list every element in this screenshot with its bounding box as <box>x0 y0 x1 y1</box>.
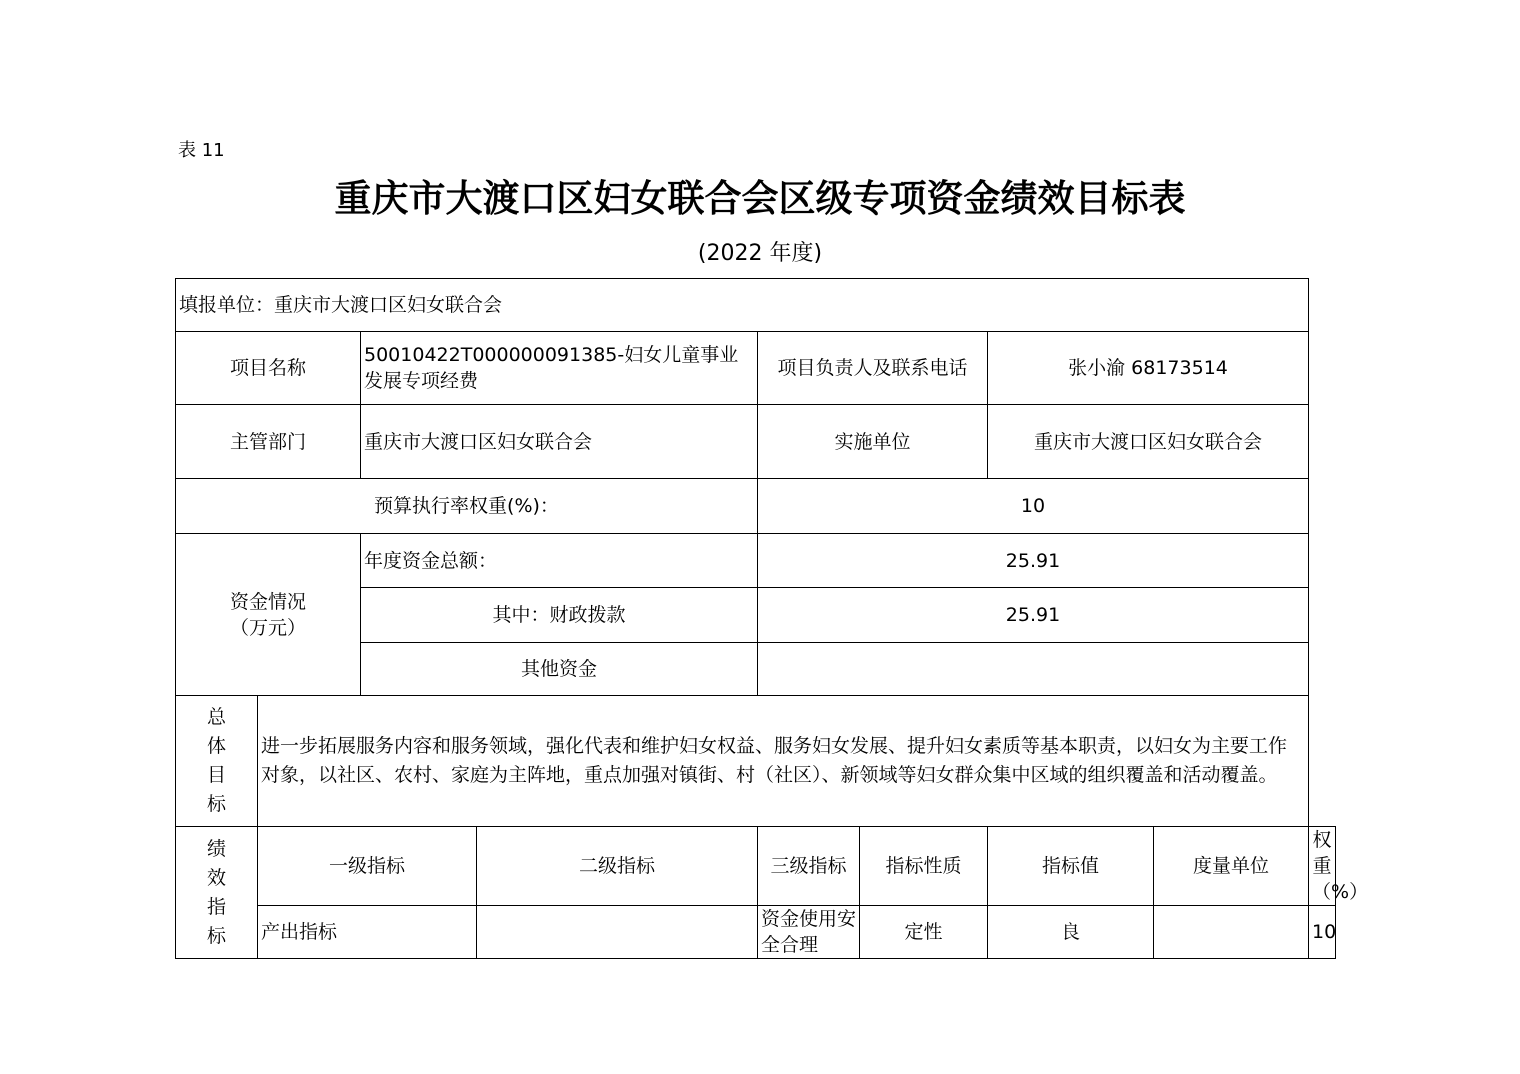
reporting-unit-row <box>176 279 1336 332</box>
header-unit: 度量单位 <box>1154 827 1309 906</box>
row-level3: 资金使用安全合理 <box>758 906 860 959</box>
funds-label <box>176 534 361 696</box>
header-level2: 二级指标 <box>477 827 758 906</box>
header-nature: 指标性质 <box>860 827 988 906</box>
annual-total-label: 年度资金总额： <box>361 534 758 588</box>
other-funds-value <box>758 643 1309 696</box>
indicator-label: 绩 效 指 标 <box>176 827 258 959</box>
department-value: 重庆市大渡口区妇女联合会 <box>361 405 758 479</box>
annual-total-value: 25.91 <box>758 534 1309 588</box>
header-weight: 权重（%） <box>1309 827 1336 906</box>
budget-weight-value: 10 <box>758 479 1309 534</box>
project-name-label: 项目名称 <box>176 332 361 405</box>
row-nature: 定性 <box>860 906 988 959</box>
project-row <box>176 332 1336 405</box>
implementing-unit-label: 实施单位 <box>758 405 988 479</box>
goal-row <box>176 696 1336 827</box>
funds-label-line2: （万元） <box>229 616 306 639</box>
contact-value: 张小渝 68173514 <box>988 332 1309 405</box>
annual-total-row <box>176 534 1336 588</box>
budget-weight-row <box>176 479 1336 534</box>
fiscal-label: 其中：财政拨款 <box>361 588 758 643</box>
goal-text: 进一步拓展服务内容和服务领域，强化代表和维护妇女权益、服务妇女发展、提升妇女素质等基本职责，以妇女为主要工作对象，以社区、农村、家庭为主阵地，重点加强对镇街、村（社区）、新领域等妇女群众集中区域的组织覆盖和活动覆盖。 <box>258 696 1309 827</box>
table-number: 表 11 <box>178 140 225 161</box>
implementing-unit-value: 重庆市大渡口区妇女联合会 <box>988 405 1309 479</box>
fiscal-value: 25.91 <box>758 588 1309 643</box>
other-funds-label: 其他资金 <box>361 643 758 696</box>
row-weight: 10 <box>1309 906 1336 959</box>
department-row <box>176 405 1336 479</box>
row-value: 良 <box>988 906 1154 959</box>
page-title: 重庆市大渡口区妇女联合会区级专项资金绩效目标表 <box>334 177 1186 220</box>
header-level3: 三级指标 <box>758 827 860 906</box>
project-name-value: 50010422T000000091385-妇女儿童事业发展专项经费 <box>361 332 758 405</box>
contact-label: 项目负责人及联系电话 <box>758 332 988 405</box>
header-level1: 一级指标 <box>258 827 477 906</box>
funds-label-line1: 资金情况 <box>229 590 306 613</box>
department-label: 主管部门 <box>176 405 361 479</box>
year-subtitle: (2022 年度) <box>697 241 823 266</box>
goal-label: 总 体 目 标 <box>176 696 258 827</box>
indicator-header-row <box>176 827 1336 906</box>
performance-target-table <box>175 278 1369 959</box>
table-row <box>176 906 1336 959</box>
row-level2 <box>477 906 758 959</box>
row-unit <box>1154 906 1309 959</box>
row-level1: 产出指标 <box>258 906 477 959</box>
reporting-unit: 填报单位：重庆市大渡口区妇女联合会 <box>176 279 1309 332</box>
header-value: 指标值 <box>988 827 1154 906</box>
budget-weight-label: 预算执行率权重(%)： <box>176 479 758 534</box>
